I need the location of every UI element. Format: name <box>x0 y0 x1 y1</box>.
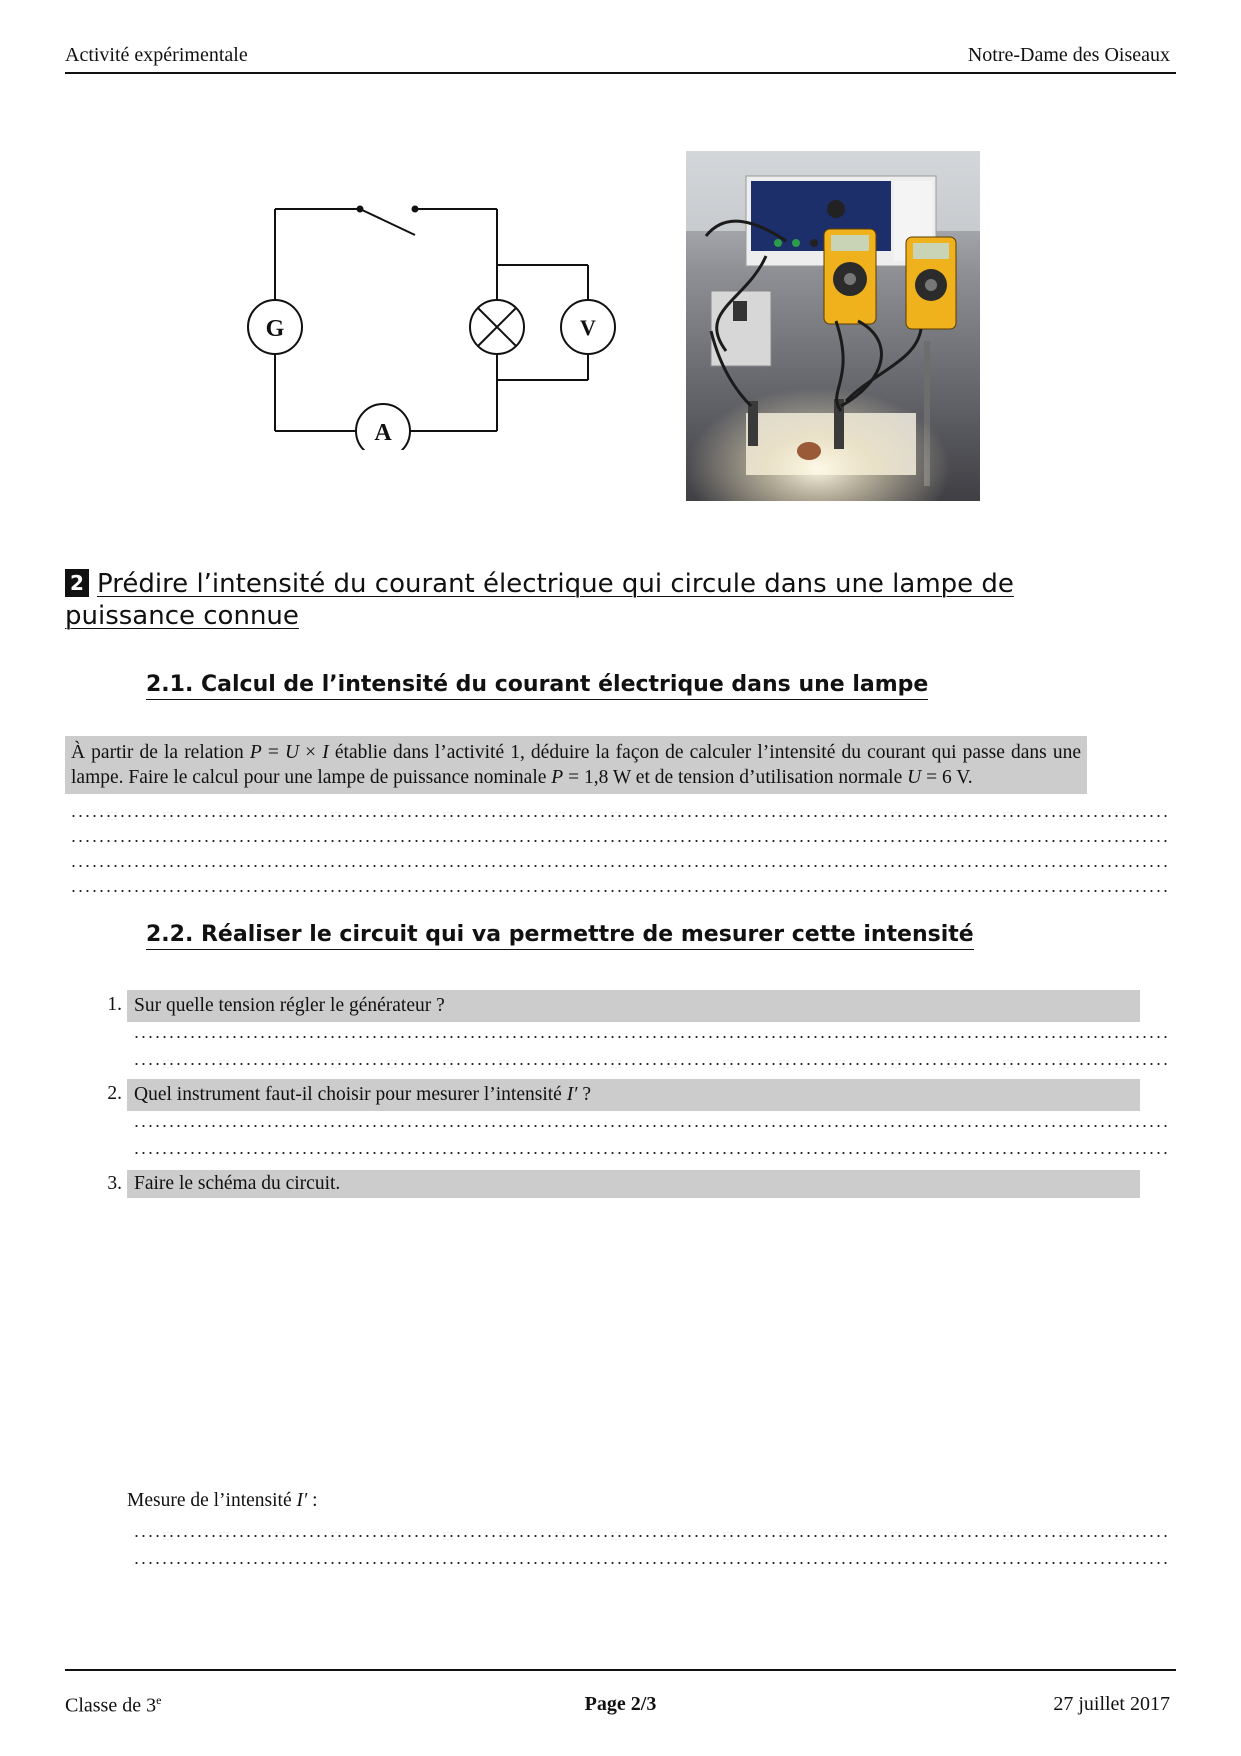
subsection-2-2-title: 2.2. Réaliser le circuit qui va permettre de mesurer cette intensité <box>146 922 974 950</box>
instruction-box <box>65 736 1087 794</box>
var-p: P <box>551 767 564 788</box>
question-3-box <box>127 1170 1140 1198</box>
answer-line[interactable] <box>133 1125 1170 1127</box>
experiment-photo <box>686 151 980 501</box>
var-i-prime: I′ <box>296 1490 308 1511</box>
footer-rule <box>65 1669 1176 1671</box>
para-text: × <box>299 742 323 763</box>
answer-line[interactable] <box>70 890 1170 892</box>
question-text: Sur quelle tension régler le générateur ? <box>134 995 445 1016</box>
voltmeter-label: V <box>580 315 596 340</box>
section-2-title <box>65 568 1085 632</box>
answer-line[interactable] <box>70 815 1170 817</box>
var-i: I <box>322 742 329 763</box>
answer-line[interactable] <box>70 840 1170 842</box>
para-text: = <box>261 742 285 763</box>
section-number: 2 <box>65 569 89 597</box>
multimeter-2 <box>906 237 956 329</box>
measure-text: : <box>307 1490 318 1511</box>
header-left: Activité expérimentale <box>65 44 248 66</box>
footer-page: Page 2/3 <box>584 1693 657 1715</box>
section-title-line2: puissance connue <box>65 601 299 631</box>
para-text: À partir de la relation <box>71 742 250 763</box>
subsection-2-1-title: 2.1. Calcul de l’intensité du courant électrique dans une lampe <box>146 672 928 700</box>
question-number: 3. <box>107 1173 122 1194</box>
answer-line[interactable] <box>133 1152 1170 1154</box>
question-text: ? <box>577 1084 591 1105</box>
footer-date: 27 juillet 2017 <box>1053 1693 1170 1715</box>
var-p: P <box>249 742 262 763</box>
ammeter-label: A <box>374 420 392 446</box>
var-u: U <box>907 767 922 788</box>
para-text: = 6 V. <box>921 767 973 788</box>
subsection-2-2 <box>146 922 974 950</box>
question-text: Faire le schéma du circuit. <box>134 1173 341 1194</box>
footer-class-text: Classe de 3 <box>65 1694 157 1717</box>
footer-class-sup: e <box>156 1693 162 1707</box>
para-text: établie dans l’activité 1, déduire la façon de calculer l’intensité du courant qui passe dans une lampe. Faire le calcul pour une lampe de puissance nominale <box>71 742 1081 788</box>
measure-label <box>127 1490 318 1512</box>
question-number: 1. <box>107 994 122 1015</box>
header-rule <box>65 72 1176 74</box>
question-1-box <box>127 990 1140 1022</box>
switch-blade <box>360 209 415 235</box>
var-u: U <box>284 742 300 763</box>
answer-line[interactable] <box>133 1535 1170 1537</box>
question-number: 2. <box>107 1083 122 1104</box>
schema-drawing-area[interactable] <box>127 1205 1140 1485</box>
header-right: Notre-Dame des Oiseaux <box>967 44 1170 66</box>
measure-text: Mesure de l’intensité <box>127 1490 297 1511</box>
circuit-schematic <box>230 190 640 450</box>
multimeter-1 <box>824 229 876 324</box>
answer-line[interactable] <box>70 865 1170 867</box>
answer-line[interactable] <box>133 1562 1170 1564</box>
subsection-2-1 <box>146 672 928 700</box>
question-text: Quel instrument faut-il choisir pour mesurer l’intensité <box>134 1084 567 1105</box>
para-text: = 1,8 W et de tension d’utilisation normale <box>563 767 908 788</box>
generator-label: G <box>265 316 285 342</box>
answer-line[interactable] <box>133 1036 1170 1038</box>
var-i-prime: I′ <box>566 1084 578 1105</box>
question-2-box <box>127 1079 1140 1111</box>
answer-line[interactable] <box>133 1063 1170 1065</box>
section-title-line1: Prédire l’intensité du courant électrique qui circule dans une lampe de <box>97 569 1014 599</box>
